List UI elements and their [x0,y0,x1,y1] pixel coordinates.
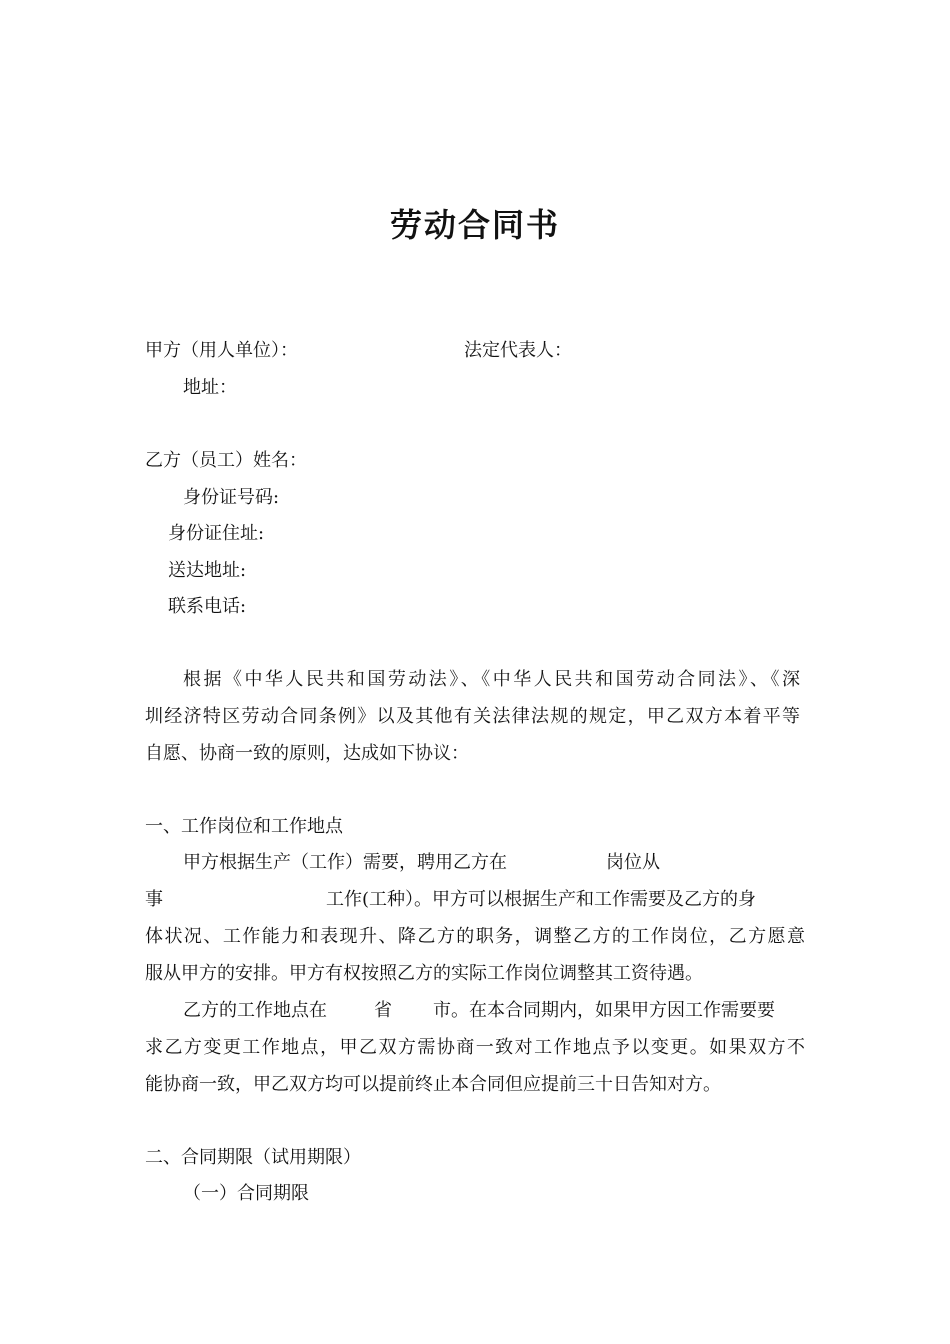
section-1-line-1b: 岗位从 [606,852,660,873]
party-a-address-label: 地址： [183,377,237,398]
id-address-label: 身份证住址: [168,523,265,544]
section-1-line-5c: 市。在本合同期内，如果甲方因工作需要要 [433,1000,775,1021]
section-2-heading: 二、合同期限（试用期限） [145,1147,361,1168]
party-a-label: 甲方（用人单位）： [145,340,298,361]
preamble-line-2: 圳经济特区劳动合同条例》以及其他有关法律法规的规定，甲乙双方本着平等 [145,706,800,727]
section-1-line-3: 体状况、工作能力和表现升、降乙方的职务，调整乙方的工作岗位，乙方愿意 [145,926,805,947]
id-number-label: 身份证号码: [183,487,280,508]
section-1-line-7: 能协商一致，甲乙双方均可以提前终止本合同但应提前三十日告知对方。 [145,1074,721,1095]
section-1-line-2b: 工作(工种）。甲方可以根据生产和工作需要及乙方的身 [326,889,757,910]
section-1-line-1a: 甲方根据生产（工作）需要，聘用乙方在 [183,852,507,873]
phone-label: 联系电话: [168,596,247,617]
section-1-heading: 一、工作岗位和工作地点 [145,816,343,837]
preamble-line-1: 根据《中华人民共和国劳动法》、《中华人民共和国劳动合同法》、《深 [183,669,800,690]
delivery-address-label: 送达地址: [168,560,247,581]
section-1-line-2a: 事 [145,889,163,910]
preamble-line-3: 自愿、协商一致的原则，达成如下协议： [145,743,469,764]
legal-rep-label: 法定代表人： [464,340,572,361]
document-title: 劳动合同书 [389,206,560,244]
section-1-line-5a: 乙方的工作地点在 [183,1000,327,1021]
section-2-sub-1: （一）合同期限 [183,1183,309,1204]
party-b-name-label: 乙方（员工）姓名： [145,450,307,471]
section-1-line-5b: 省 [374,1000,392,1021]
section-1-line-4: 服从甲方的安排。甲方有权按照乙方的实际工作岗位调整其工资待遇。 [145,963,703,984]
section-1-line-6: 求乙方变更工作地点，甲乙双方需协商一致对工作地点予以变更。如果双方不 [145,1037,805,1058]
